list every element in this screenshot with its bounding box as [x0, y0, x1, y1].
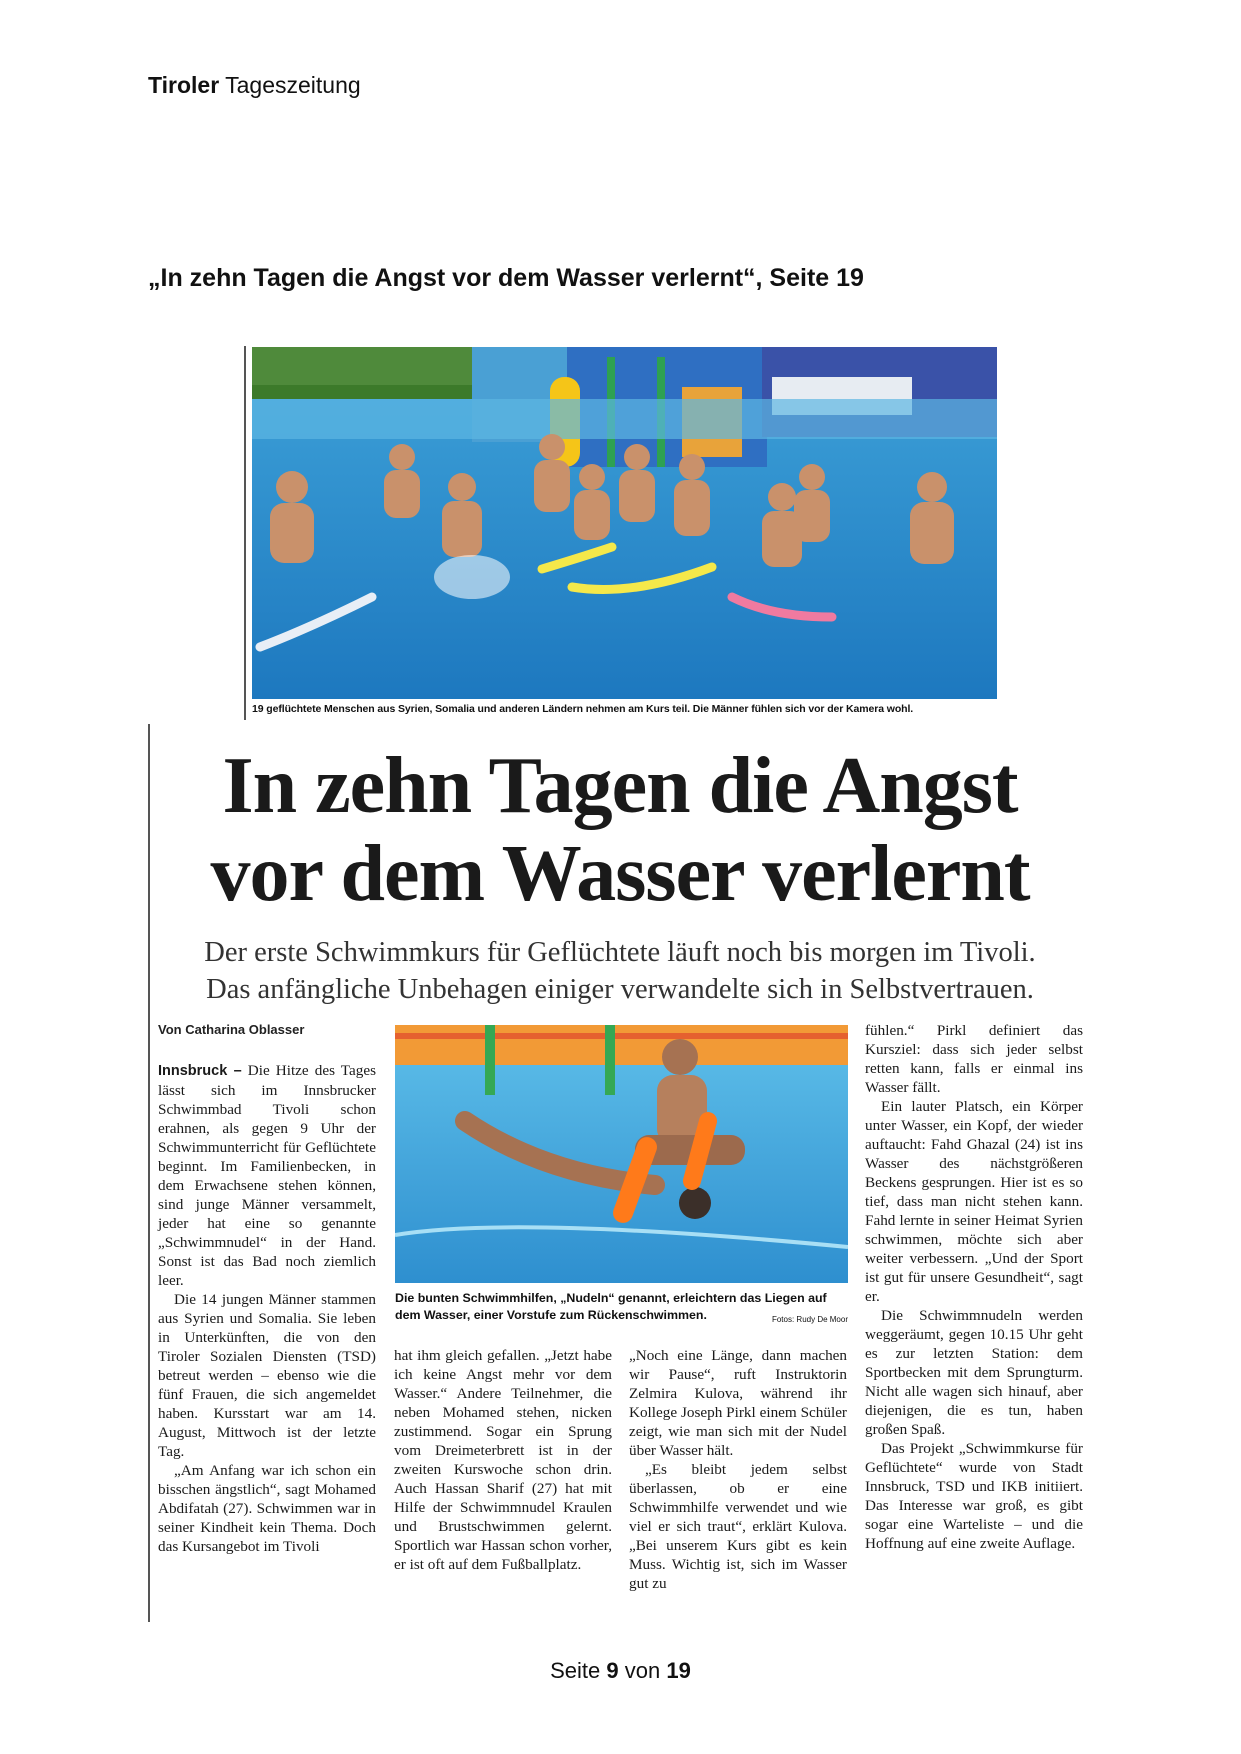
article-headline	[160, 742, 1080, 918]
photo1-caption: 19 geflüchtete Menschen aus Syrien, Somalia und anderen Ländern nehmen am Kurs teil. Die Männer fühlen sich vor der Kamera wohl.	[252, 703, 914, 715]
photo-credit: Fotos: Rudy De Moor	[771, 1315, 848, 1324]
paragraph: fühlen.“ Pirkl definiert das Kursziel: dass sich jeder selbst retten kann, falls er einmal ins Wasser fällt.	[865, 1022, 1083, 1096]
text-column-3	[629, 1346, 847, 1593]
photo2-caption-text: Die bunten Schwimmhilfen, „Nudeln“ genannt, erleichtern das Liegen auf dem Wasser, einer Vorstufe zum Rückenschwimmen.	[395, 1291, 827, 1322]
paragraph: Ein lauter Platsch, ein Körper unter Wasser, ein Kopf, der wieder auftaucht: Fahd Ghazal (24) ist ins Wasser des nächstgrößeren Beckens gesprungen. Hier ist es so tief, dass man nicht stehen kann. Fahd lernte in seiner Heimat Syrien schwimmen, möchte sich aber weiter verbessern. „Und der Sport ist gut für unsere Gesundheit“, sagt er.	[865, 1098, 1083, 1305]
pool-group-photo	[252, 347, 997, 699]
page-number: Seite 9 von 19	[550, 1658, 691, 1683]
subhead-line-1: Der erste Schwimmkurs für Geflüchtete läuft noch bis morgen im Tivoli.	[204, 937, 1036, 968]
masthead-bold: Tiroler	[148, 72, 220, 98]
paragraph: „Es bleibt jedem selbst überlassen, ob er eine Schwimmhilfe verwendet und wie viel er sich traut“, erklärt Kulova. „Bei unserem Kurs gibt es kein Muss. Wichtig ist, sich im Wasser gut zu	[629, 1461, 847, 1592]
photo-rule	[244, 346, 246, 720]
article-subhead	[160, 934, 1080, 1008]
paragraph: Die 14 jungen Männer stammen aus Syrien und Somalia. Sie leben in Unterkünften, die von den Tiroler Sozialen Diensten (TSD) betreut werden – ebenso wie die fünf Frauen, die sich angemeldet haben. Kursstart war am 14. August, Mittwoch ist der letzte Tag.	[158, 1291, 376, 1460]
paragraph: Das Projekt „Schwimmkurse für Geflüchtete“ wurde von Stadt Innsbruck, TSD und IKB initiiert. Das Interesse war groß, es gibt sogar eine Warteliste – und die Hoffnung auf eine zweite Auflage.	[865, 1440, 1083, 1552]
paragraph: „Am Anfang war ich schon ein bisschen ängstlich“, sagt Mohamed Abdifatah (27). Schwimmen war in seiner Kindheit kein Thema. Doch das Kursangebot im Tivoli	[158, 1462, 376, 1555]
headline-line-1: In zehn Tagen die Angst	[222, 742, 1018, 830]
masthead-normal: Tageszeitung	[225, 72, 361, 98]
photo2-caption	[395, 1290, 848, 1328]
headline-line-2: vor dem Wasser verlernt	[210, 830, 1030, 918]
newspaper-masthead	[148, 72, 361, 99]
paragraph: hat ihm gleich gefallen. „Jetzt habe ich keine Angst mehr vor dem Wasser.“ Andere Teilnehmer, die neben Mohamed stehen, nicken zustimmend. Sogar ein Sprung vom Dreimeterbrett ist in der zweiten Kurswoche schon drin. Auch Hassan Sharif (27) hat mit Hilfe der Schwimmnudel Kraulen und Brustschwimmen gelernt. Sportlich war Hassan schon vorher, er ist oft auf dem Fußballplatz.	[394, 1347, 612, 1573]
swim-lesson-photo	[395, 1025, 848, 1283]
dateline-place: Innsbruck –	[158, 1063, 242, 1079]
text-column-2	[394, 1346, 612, 1574]
subhead-line-2: Das anfängliche Unbehagen einiger verwandelte sich in Selbstvertrauen.	[206, 974, 1034, 1005]
article-rule	[148, 724, 150, 1622]
byline: Von Catharina Oblasser	[158, 1022, 305, 1037]
text-column-1	[158, 1061, 376, 1556]
paragraph: „Noch eine Länge, dann machen wir Pause“, ruft Instruktorin Zelmira Kulova, während ihr Kollege Joseph Pirkl einem Schüler zeigt, wie man sich mit der Nudel über Wasser hält.	[629, 1347, 847, 1459]
article-reference: „In zehn Tagen die Angst vor dem Wasser verlernt“, Seite 19	[148, 264, 864, 292]
paragraph: Innsbruck – Die Hitze des Tages lässt sich im Innsbrucker Schwimmbad Tivoli schon erahnen, als gegen 9 Uhr der Schwimmunterricht für Geflüchtete beginnt. Im Familienbecken, in dem Erwachsene stehen können, sind junge Männer versammelt, jeder hat eine so genannte „Schwimmnudel“ in der Hand. Sonst ist das Bad noch ziemlich leer.	[158, 1062, 376, 1289]
text-column-4	[865, 1021, 1083, 1553]
paragraph: Die Schwimmnudeln werden weggeräumt, gegen 10.15 Uhr geht es zur letzten Station: dem Sportbecken mit dem Sprungturm. Nicht alle wagen sich hinauf, aber diejenigen, die es tun, haben großen Spaß.	[865, 1307, 1083, 1438]
